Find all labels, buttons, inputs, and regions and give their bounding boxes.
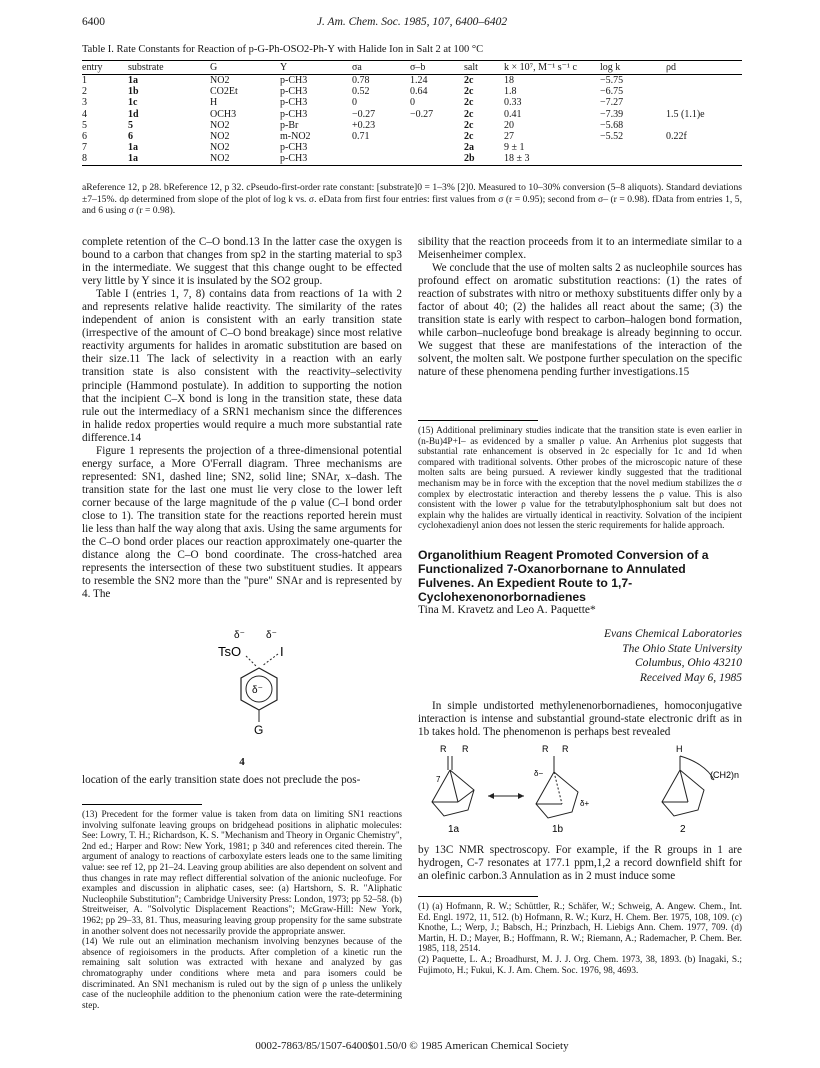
right-column-text	[418, 236, 742, 380]
table-cell: 2c	[464, 131, 474, 143]
table-cell: 0	[352, 97, 357, 109]
table-cell: p-CH3	[280, 86, 308, 98]
table-cell: −7.27	[600, 97, 624, 109]
table-cell	[410, 153, 464, 165]
table-cell: 1a	[128, 75, 138, 86]
footnote-divider	[418, 896, 538, 897]
table-cell: NO2	[210, 142, 230, 154]
table-cell: 8	[82, 153, 128, 165]
tso-label: TsO	[218, 644, 242, 659]
table-row	[82, 75, 742, 87]
table-footnotes: aReference 12, p 28. bReference 12, p 32. cPseudo-first-order rate constant: [substrate]0 = 1–3% [2]0. Measured to 10–30% conversion (5–8 aliquots). Standard deviations ±7–15%. dρ determined from slope of the plot of log k vs. σ. eData from first four entries: first values from σ (r = 0.95); second from σ– (r = 0.98). fData from entries 1, 5, and 6 using σ (r = 0.98).	[82, 182, 742, 216]
table-cell: 0.33	[504, 97, 522, 109]
delta-plus-label: δ+	[580, 799, 590, 808]
left-column-text	[82, 236, 402, 601]
table-cell: 2c	[464, 75, 474, 86]
footnote-13: (13) Precedent for the former value is taken from data on limiting SN1 reactions involving sulfonate leaving groups on bridgehead positions in aliphatic molecules: See: Lowry, T. H.; Richardson, K. S. "Mechanism and Theory in Organic Chemistry", 2nd ed.; Harper and Row: New York, 1981; p 340 and references cited therein. The argument of analogy to reactions of carboxylate esters leads one to the same limiting value: see ref 12, pp 21–24. Leaving group abilities are also dependent on solvent and thus changes in rate may reflect differential solvation of the anionic nucleofuge. For examples and discussion in aliphatic cases, see: (a) Hartshorn, S. R. "Aliphatic Nucleophile Substitution"; Cambridge University Press: London, 1973; pp 52–58. (b) Streitweiser, A. "Solvolytic Displacement Reactions"; McGraw-Hill: New York, 1962; pp 29–33, 81. Thus, measuring leaving group propensity for the same substrate in another solvent does not necessarily provide the appropriate answer.	[82, 810, 402, 937]
table-cell: NO2	[210, 75, 230, 86]
col-header: entry	[82, 61, 128, 75]
affiliation-line: Evans Chemical Laboratories	[604, 628, 742, 640]
table-row	[82, 131, 742, 142]
table-cell: −7.39	[600, 108, 624, 120]
table-cell: NO2	[210, 119, 230, 131]
table-body	[82, 75, 742, 166]
structure-1b	[534, 744, 589, 818]
affiliation	[418, 627, 742, 685]
col-header: σa	[352, 61, 410, 75]
table-cell: 5	[82, 119, 87, 131]
affiliation-line: The Ohio State University	[622, 642, 742, 655]
table-cell	[410, 131, 464, 142]
table-cell: 1.8	[504, 86, 517, 98]
r-label: R	[542, 744, 549, 754]
affiliation-line: Columbus, Ohio 43210	[634, 657, 742, 669]
table-header-row	[82, 61, 742, 75]
col-header: log k	[600, 61, 666, 75]
delta-minus-label: δ⁻	[252, 685, 263, 696]
table-cell: 0.71	[352, 131, 370, 143]
right-footnotes	[418, 902, 742, 976]
r-label: R	[462, 744, 469, 754]
table-cell	[666, 75, 742, 87]
table-cell: 4	[82, 108, 87, 120]
table-cell: 2a	[464, 142, 474, 154]
table-cell	[410, 142, 464, 153]
paragraph: location of the early transition state does not preclude the pos-	[82, 774, 361, 786]
table-cell	[666, 142, 742, 153]
col-header: σ–b	[410, 61, 464, 75]
paragraph: sibility that the reaction proceeds from it to an intermediate similar to a Meisenheimer complex.	[418, 236, 742, 262]
table-cell: 1a	[128, 142, 138, 154]
delta-minus-label: δ⁻	[234, 630, 245, 641]
structure-2	[662, 744, 739, 816]
footnote-divider	[82, 804, 202, 805]
table-cell: 6	[82, 131, 87, 143]
table-cell	[600, 142, 666, 153]
table-cell: p-CH3	[280, 97, 308, 109]
running-header	[82, 16, 742, 32]
table-cell: 1.5 (1.1)e	[666, 108, 705, 120]
table-cell: 2	[82, 86, 87, 98]
journal-citation: J. Am. Chem. Soc. 1985, 107, 6400–6402	[316, 16, 508, 28]
table-cell: −0.27	[410, 108, 434, 120]
table-cell	[666, 86, 742, 97]
ring	[536, 772, 578, 818]
table-cell: 1.24	[410, 75, 428, 86]
footnote-14: (14) We rule out an elimination mechanism involving benzynes because of the absence of regioisomers in the products. After completion of a kinetic run the remaining salt solution was extracted with hexane and analyzed by gas chromatography under conditions where meta and para isomers could be discriminated. An SN1 mechanism is ruled out by the sign of ρ unless the unlikely case of the nucleophile addition to the phenonium cation were the rate-determining step.	[82, 937, 402, 1011]
paragraph: complete retention of the C–O bond.13 In the latter case the oxygen is bound to a carbon that changes from sp2 in the starting material to sp3 in the intermediate. We suggest that this change ought to be effected very little by Y since it is insulated by the SO2 group.	[82, 236, 402, 288]
table-cell: −6.75	[600, 86, 624, 98]
table-cell	[666, 97, 742, 108]
structure-1a	[432, 744, 474, 816]
col-header: k × 10⁷, M⁻¹ s⁻¹ c	[504, 61, 600, 75]
table-cell	[666, 120, 742, 131]
table-cell: 9 ± 1	[504, 142, 525, 154]
col-header: G	[210, 61, 280, 75]
table-cell: p-CH3	[280, 75, 308, 86]
paragraph: Table I (entries 1, 7, 8) contains data from reactions of 1a with 2 and represents relative halide reactivity. The similarity of the rates independent of anion is consistent with an early transition state (irrespective of the amount of C–O bond breakage) since most relative reactivity arguments for halides in aromatic substitution are based on their size.11 The lack of selectivity in a reaction with an early transition state is also consistent with the reactivity–selectivity principle (Hammond postulate). In addition to supporting the notion that the incipient C–X bond is long in the transition state, these data rule out the intermediacy of a SRN1 mechanism since the differences in halide redox properties would require a much more substantial rate difference.14	[82, 288, 402, 444]
table-cell: 1	[82, 75, 87, 86]
table-row	[82, 153, 742, 165]
r-label: R	[440, 744, 447, 754]
table-cell: 27	[504, 131, 514, 143]
table-cell: p-Br	[280, 119, 299, 131]
table-row	[82, 109, 742, 120]
paragraph: by 13C NMR spectroscopy. For example, if the R groups in 1 are hydrogen, C-7 resonates at 177.1 ppm,1,2 a record downfield shift for an olefinic carbon.3 Annulation as in 2 must induce some	[418, 844, 742, 883]
col-header: substrate	[128, 61, 210, 75]
copyright-footer: 0002-7863/85/1507-6400$01.50/0 © 1985 American Chemical Society	[255, 1040, 569, 1052]
table-cell: OCH3	[210, 108, 237, 120]
table-cell: −5.68	[600, 119, 624, 131]
c7-label: 7	[436, 775, 441, 784]
table-cell: 2c	[464, 97, 474, 109]
table-cell: 1c	[128, 97, 138, 109]
r-label: R	[562, 744, 569, 754]
table-cell: NO2	[210, 131, 230, 143]
table-cell: 3	[82, 97, 87, 109]
footnote-2: (2) Paquette, L. A.; Broadhurst, M. J. J. Org. Chem. 1973, 38, 1893. (b) Inagaki, S.; Fujimoto, H.; Fukui, K. J. Am. Chem. Soc. 1976, 98, 4693.	[418, 954, 742, 976]
table-cell: 0	[410, 97, 415, 109]
table-row	[82, 142, 742, 153]
partial-bond	[554, 772, 562, 804]
table-cell: 2b	[464, 153, 504, 165]
arrow-head	[518, 793, 524, 799]
table-cell: 1d	[128, 108, 139, 120]
table-cell: 0.22f	[666, 131, 687, 143]
table-cell: 2c	[464, 108, 474, 120]
arrow-head	[488, 793, 494, 799]
article-title: Organolithium Reagent Promoted Conversion of a Functionalized 7-Oxanorbornane to Annulated Fulvenes. An Expedient Route to 1,7-Cyclohexenonorbornadienes	[418, 548, 709, 604]
ring	[662, 770, 704, 816]
table-cell	[352, 153, 410, 165]
structure-number: 4	[239, 756, 245, 768]
table-cell: 0.64	[410, 86, 428, 98]
table-cell: +0.23	[352, 119, 376, 131]
structure-4-diagram	[180, 626, 320, 752]
paragraph: We conclude that the use of molten salts 2 as nucleophile sources has profound effect on aromatic substitution reactions: (1) the rates of reaction of substrates with nitro or methoxy substituents differ only by a factor of about 40; (2) the halides all react about the same; (3) the transition state is early with respect to carbon–halogen bond formation, while carbon–nucleofuge bond breakage is already beginning to occur. We suggest that these are manifestations of the interaction of the solvent, the molten salt. We postpone further speculation on the specific nature of these phenomena pending further investigations.15	[418, 262, 742, 379]
table-cell	[600, 153, 666, 165]
footnote-divider	[418, 420, 538, 421]
received-date: Received May 6, 1985	[639, 671, 742, 684]
table-row	[82, 97, 742, 108]
table-cell	[666, 153, 742, 165]
ch2n-label: (CH2)n	[710, 770, 740, 780]
table-cell: NO2	[210, 153, 280, 165]
delta-minus-label: δ⁻	[266, 630, 277, 641]
table-cell: 5	[128, 119, 133, 131]
iodine-label: I	[280, 644, 284, 659]
table-row	[82, 86, 742, 97]
partial-bond	[262, 654, 278, 666]
article-authors: Tina M. Kravetz and Leo A. Paquette*	[418, 604, 596, 616]
table-cell: p-CH3	[280, 108, 308, 120]
table-cell: 20	[504, 119, 514, 131]
footnote-15: (15) Additional preliminary studies indicate that the transition state is even earlier in (n-Bu)4P+I– as evidenced by a smaller ρ value. An Arrhenius plot suggests that substantial rate enhancement is observed in 2c especially for 1c and 1d when compared with traditional solvents. Other probes of the microscopic nature of these molten salts are being pursued. A reviewer kindly suggested that the traditional mechanism may be in force with the exception that the novel medium stabilizes the σ complex by electrostatic interaction and thereby lessens the ρ value. This is also consistent with the lower ρ value for the tetrabutylphosphonium salt but does not explain why the halides are virtually identical in reactivity. Solvation of the incipient cyclohexadienyl anion does not lessen the steric requirements for halide approach.	[418, 426, 742, 532]
table-cell: 0.52	[352, 86, 370, 98]
table-row	[82, 120, 742, 131]
table-cell: p-CH3	[280, 153, 352, 165]
table-cell: H	[210, 97, 218, 109]
table-cell	[410, 120, 464, 131]
bridge	[680, 756, 714, 780]
bond	[450, 770, 458, 802]
bond	[680, 770, 688, 802]
paragraph: Figure 1 represents the projection of a three-dimensional potential energy surface, a More O'Ferrall diagram. Three mechanisms are represented: SN1, dashed line; SN2, solid line; SNAr, x–dash. The transition state for the last one must lie very close to the lower left corner because of the large magnitude of the ρ value (C–I bond order close to 1). The transition state for the reactions reported herein must lie less than half the way along that axis. Using the same arguments for the C–O bond order places our reaction approximately one-quarter the distance along the C–O bond coordinate. The cross-hatched area represents the intersection of these two substituent studies. It appears to resemble the SN2 more than the "pure" SNAr and is represented by 4. The	[82, 444, 402, 601]
partial-bond	[246, 656, 256, 666]
structure-label: 2	[680, 824, 686, 835]
table-cell: −0.27	[352, 108, 376, 120]
table-cell: 2c	[464, 119, 474, 131]
table-cell: 7	[82, 142, 87, 154]
table-cell: −5.75	[600, 75, 624, 86]
page-number: 6400	[82, 16, 105, 28]
table-caption: Table I. Rate Constants for Reaction of p-G-Ph-OSO2-Ph-Y with Halide Ion in Salt 2 at 100 °C	[82, 44, 484, 55]
col-header: salt	[464, 61, 504, 75]
structure-label: 1a	[448, 824, 460, 835]
h-label: H	[676, 744, 683, 754]
table-cell: 18	[504, 75, 514, 86]
intro-paragraph: In simple undistorted methylenenorbornadienes, homoconjugative interaction is intense and substantial ground-state electronic drift as in 1b takes hold. The phenomenon is perhaps best revealed	[418, 700, 742, 739]
table-cell: 2c	[464, 86, 474, 98]
col-header: ρd	[666, 61, 742, 75]
table-cell: 18 ± 3	[504, 153, 600, 165]
table-cell	[352, 142, 410, 153]
structure-label: 1b	[552, 824, 564, 835]
norbornadiene-scheme	[418, 740, 742, 836]
table-cell: 1a	[128, 153, 210, 165]
table-cell: 6	[128, 131, 133, 143]
table-cell: 1b	[128, 86, 139, 98]
rate-constant-table	[82, 60, 742, 166]
table-cell: 0.41	[504, 108, 522, 120]
table-cell: m-NO2	[280, 131, 311, 143]
footnote-1: (1) (a) Hofmann, R. W.; Schüttler, R.; Schäfer, W.; Schweig, A. Angew. Chem., Int. Ed. Engl. 1972, 11, 512. (b) Hofmann, R. W.; Kurz, H. Chem. Ber. 1975, 108, 109. (c) Knothe, L.; Werp, J.; Babsch, H.; Prinzbach, H. Liebigs Ann. Chem. 1977, 709. (d) Martin, H. D.; Mayer, B.; Hoffmann, R. W.; Riemann, A.; Rademacher, P. Chem. Ber. 1985, 118, 2514.	[418, 902, 742, 955]
table-cell: 0.78	[352, 75, 370, 86]
g-substituent-label: G	[254, 723, 264, 737]
table-cell: p-CH3	[280, 142, 308, 154]
left-footnotes	[82, 810, 402, 1011]
table-cell: CO2Et	[210, 86, 238, 98]
delta-minus-label: δ−	[534, 769, 544, 778]
table-cell: −5.52	[600, 131, 624, 143]
bond	[458, 790, 474, 802]
col-header: Y	[280, 61, 352, 75]
